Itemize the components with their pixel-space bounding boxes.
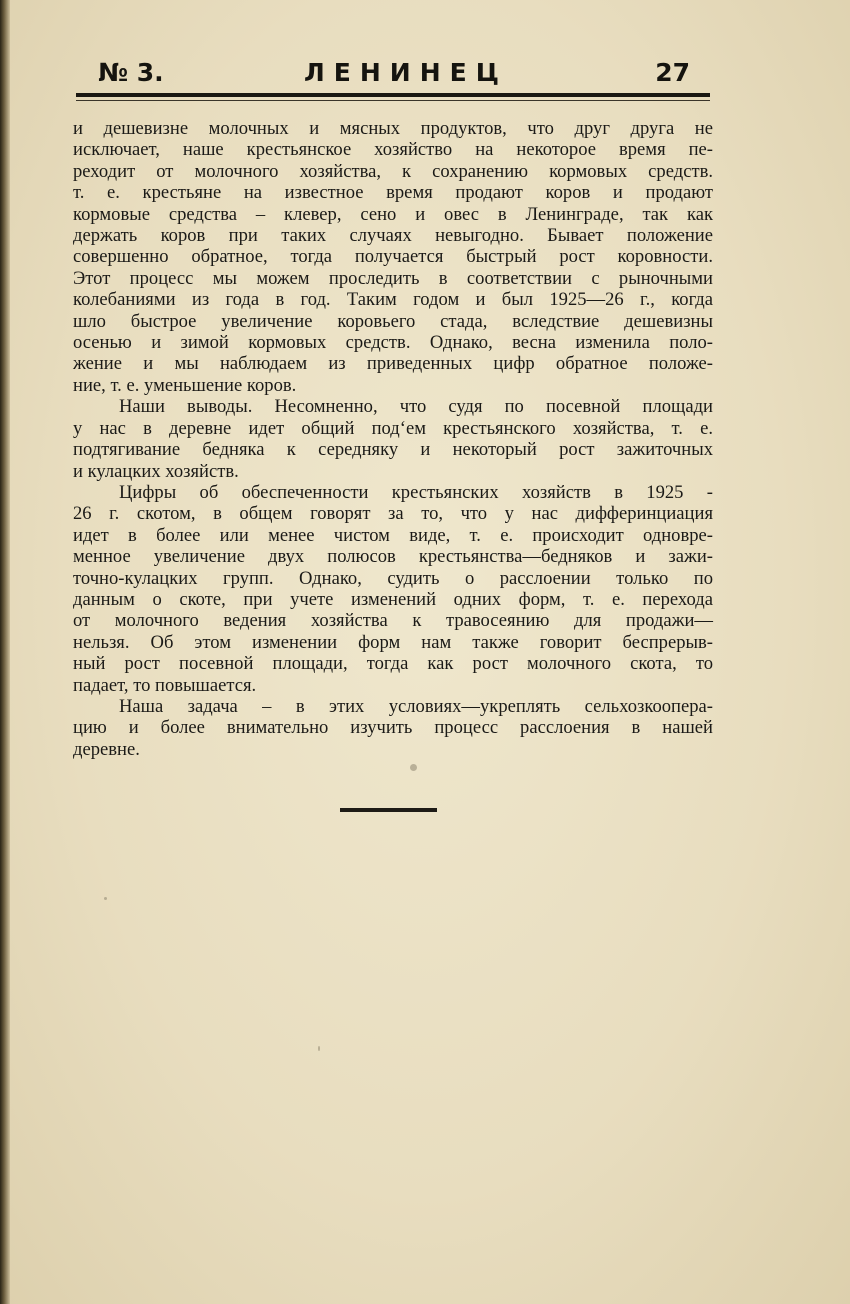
- binding-edge: [0, 0, 10, 1304]
- text-line: падает, то повышается.: [73, 674, 257, 696]
- text-line: данным о скоте, при учете изменений одних форм, т. е. перехода: [73, 588, 713, 610]
- text-line: менное увеличение двух полюсов крестьянства—бедняков и зажи-: [73, 546, 713, 568]
- text-line: цию и более внимательно изучить процесс расслоения в нашей: [73, 717, 713, 739]
- text-line: подтягивание бедняка к середняку и некоторый рост зажиточных: [73, 439, 713, 461]
- text-line: деревне.: [73, 738, 140, 760]
- paper-speck: [104, 897, 107, 900]
- header-rule: [76, 93, 710, 97]
- text-line: и кулацких хозяйств.: [73, 460, 239, 482]
- text-line: Наши выводы. Несомненно, что судя по посевной площади: [119, 396, 713, 418]
- text-line: колебаниями из года в год. Таким годом и был 1925—26 г., когда: [73, 289, 713, 311]
- paper-speck: [318, 1046, 320, 1051]
- journal-title: ЛЕНИНЕЦ: [304, 58, 508, 87]
- text-line: идет в более или менее чистом виде, т. е. происходит одновре-: [73, 524, 713, 546]
- text-line: Цифры об обеспеченности крестьянских хозяйств в 1925 -: [119, 481, 713, 503]
- page-number: 27: [655, 58, 690, 87]
- text-line: 26 г. скотом, в общем говорят за то, что у нас дифферинциация: [73, 503, 713, 525]
- paragraph: [73, 482, 713, 696]
- running-header: [76, 58, 710, 94]
- paragraph: [73, 118, 713, 396]
- text-line: Наша задача – в этих условиях—укреплять сельхозкоопера-: [119, 695, 713, 717]
- text-line: исключает, наше крестьянское хозяйство на некоторое время пе-: [73, 139, 713, 161]
- text-line: и дешевизне молочных и мясных продуктов, что друг друга не: [73, 118, 713, 139]
- article-body: [73, 118, 713, 760]
- text-line: ние, т. е. уменьшение коров.: [73, 374, 297, 396]
- text-line: точно-кулацких групп. Однако, судить о расслоении только по: [73, 567, 713, 589]
- text-line: кормовые средства – клевер, сено и овес в Ленинграде, так как: [73, 203, 713, 225]
- text-line: у нас в деревне идет общий под‘ем крестьянского хозяйства, т. е.: [73, 417, 713, 439]
- text-line: Этот процесс мы можем проследить в соответствии с рыночными: [73, 267, 713, 289]
- paragraph: [73, 696, 713, 760]
- text-line: жение и мы наблюдаем из приведенных цифр обратное положе-: [73, 353, 713, 375]
- text-line: от молочного ведения хозяйства к травосеянию для продажи—: [73, 610, 713, 632]
- paper-speck: [410, 764, 417, 771]
- text-line: осенью и зимой кормовых средств. Однако, весна изменила поло-: [73, 332, 713, 354]
- paragraph: [73, 396, 713, 482]
- text-line: совершенно обратное, тогда получается быстрый рост коровности.: [73, 246, 713, 268]
- text-line: шло быстрое увеличение коровьего стада, вследствие дешевизны: [73, 310, 713, 332]
- text-line: нельзя. Об этом изменении форм нам также говорит беспрерыв-: [73, 631, 713, 653]
- header-rule-thin: [76, 100, 710, 101]
- text-line: ный рост посевной площади, тогда как рост молочного скота, то: [73, 653, 713, 675]
- text-line: т. е. крестьяне на известное время продают коров и продают: [73, 182, 713, 204]
- issue-number: № 3.: [98, 58, 164, 87]
- text-line: держать коров при таких случаях невыгодно. Бывает положение: [73, 225, 713, 247]
- end-of-article-rule: [340, 808, 437, 812]
- text-line: реходит от молочного хозяйства, к сохранению кормовых средств.: [73, 160, 713, 182]
